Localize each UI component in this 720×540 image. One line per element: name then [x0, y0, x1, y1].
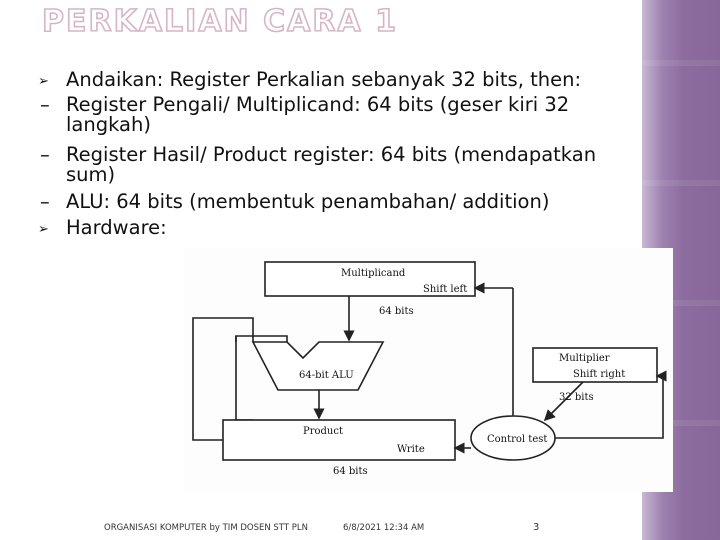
- bullet-text: ALU: 64 bits (membentuk penambahan/ addition): [66, 190, 550, 213]
- control-test-label: Control test: [487, 434, 548, 445]
- dash-marker: –: [40, 190, 50, 213]
- shift-left-label: Shift left: [423, 284, 468, 295]
- footer-author: ORGANISASI KOMPUTER by TIM DOSEN STT PLN: [104, 523, 308, 533]
- footer-datetime: 6/8/2021 12:34 AM: [343, 523, 425, 533]
- bullet-text: Register Pengali/ Multiplicand: 64 bits (geser kiri 32: [66, 93, 570, 116]
- bullet-arrow-icon: ➢: [38, 74, 49, 89]
- bullet-text: Andaikan: Register Perkalian sebanyak 32 bits, then:: [66, 68, 582, 91]
- dash-marker: –: [40, 93, 50, 116]
- slide-title: PERKALIAN CARA 1: [42, 4, 398, 39]
- slide-number: 3: [533, 522, 540, 533]
- dash-marker: –: [40, 143, 50, 166]
- bullet-text: Hardware:: [66, 216, 167, 239]
- write-label: Write: [397, 444, 425, 455]
- hardware-diagram: [183, 248, 673, 492]
- alu-label: 64-bit ALU: [299, 370, 354, 381]
- bullet-text-continued: sum): [66, 163, 116, 186]
- bullet-arrow-icon: ➢: [38, 222, 49, 237]
- bullet-text: Register Hasil/ Product register: 64 bits (mendapatkan: [66, 143, 597, 166]
- alu-unit: [253, 342, 383, 390]
- multiplier-label: Multiplier: [559, 353, 610, 364]
- bits-64-bottom-label: 64 bits: [333, 466, 368, 477]
- shift-right-label: Shift right: [573, 369, 626, 380]
- bits-64-top-label: 64 bits: [379, 306, 414, 317]
- hardware-diagram-panel: [183, 248, 673, 492]
- multiplicand-label: Multiplicand: [341, 268, 406, 279]
- bullet-text-continued: langkah): [66, 113, 151, 136]
- bits-32-label: 32 bits: [559, 392, 594, 403]
- product-label: Product: [303, 426, 343, 437]
